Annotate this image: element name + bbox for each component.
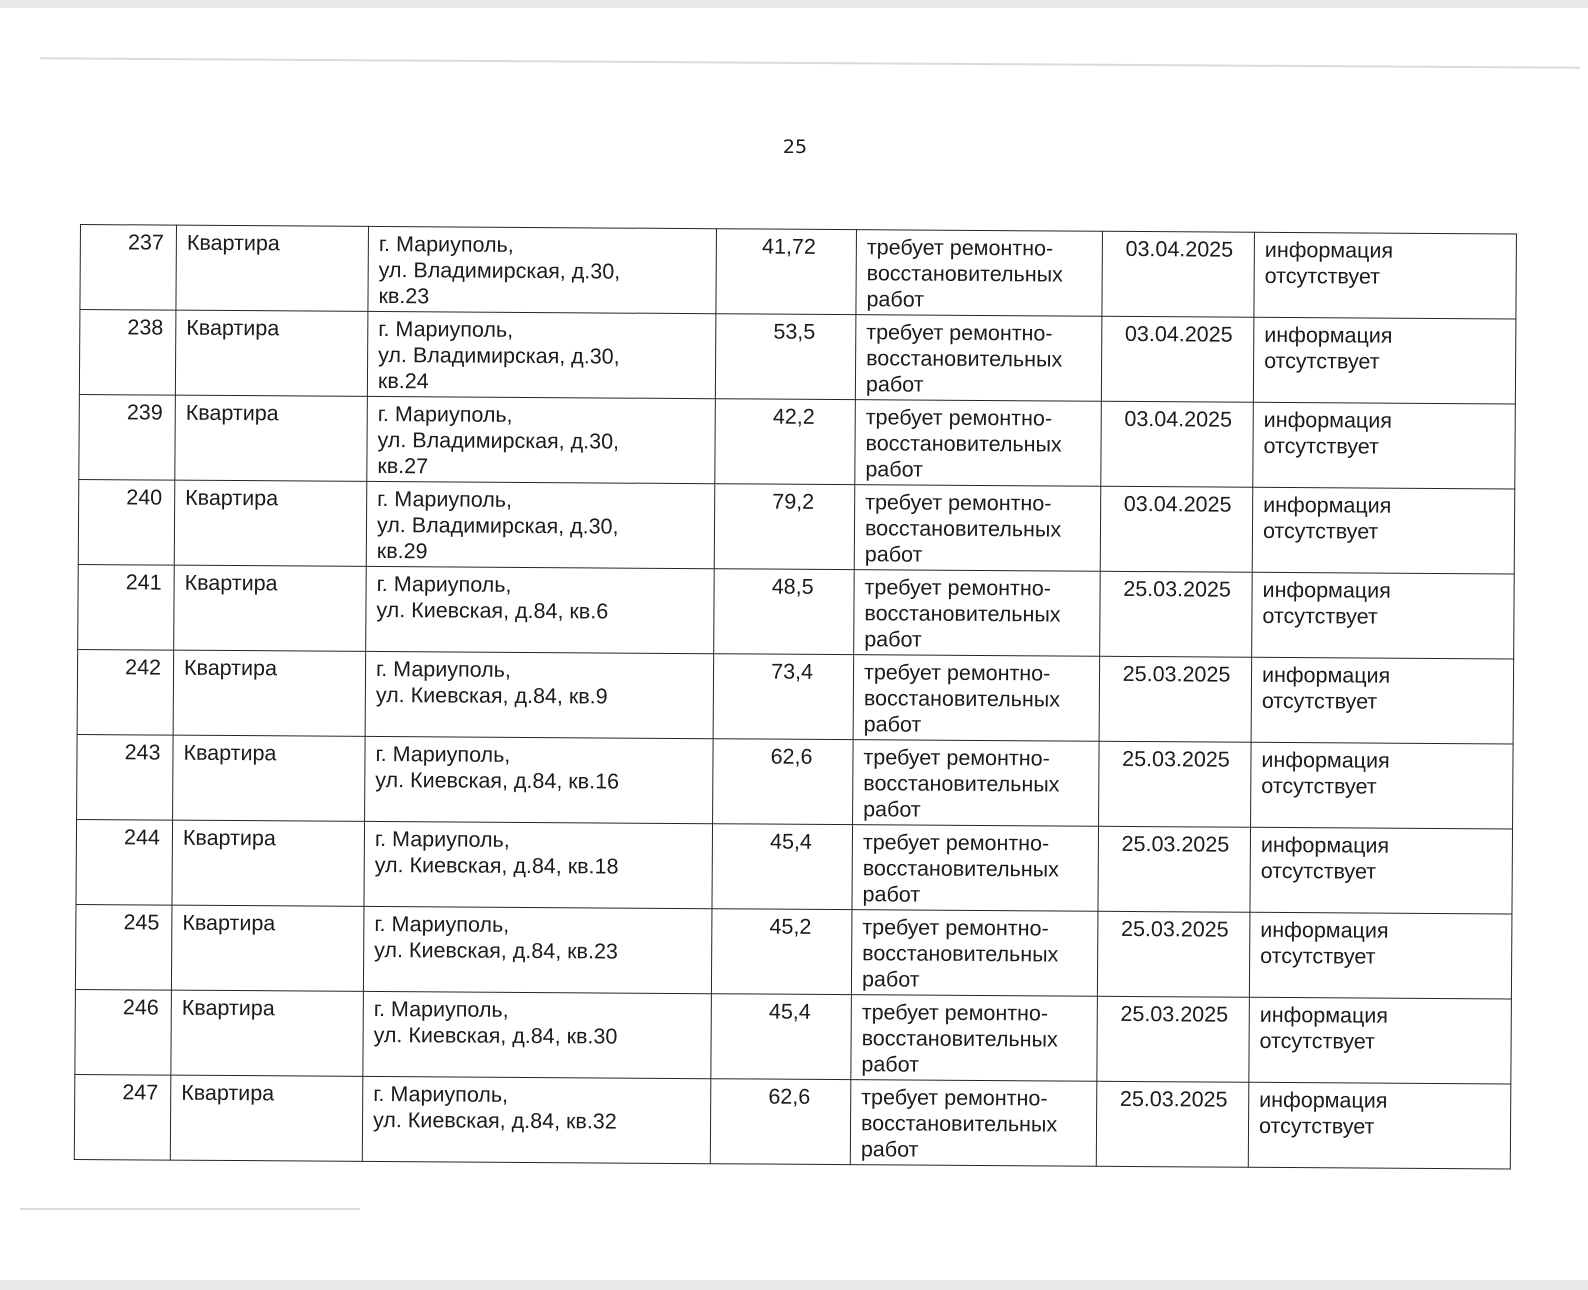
property-table-container [74,224,1516,1170]
address-cell [368,226,717,313]
row-number-cell: 247 [74,1074,171,1160]
property-type-cell: Квартира [174,565,367,651]
condition-cell-line: восстановительных [863,686,1061,712]
condition-cell-line: восстановительных [862,856,1059,882]
condition-cell-line: восстановительных [866,261,1063,287]
property-type-cell: Квартира [175,395,368,481]
row-number-cell: 243 [77,734,174,820]
condition-cell [853,740,1100,827]
table-row [78,564,1515,659]
row-number-cell: 242 [77,649,174,735]
property-type-cell: Квартира [171,905,364,991]
info-cell-line: информация [1260,832,1390,858]
address-cell-line: г. Мариуполь, [374,826,510,852]
condition-cell-line: восстановительных [862,941,1059,967]
address-cell-line: г. Мариуполь, [376,571,512,597]
info-cell-line: информация [1264,237,1394,263]
info-cell-line: информация [1261,747,1390,773]
info-cell [1253,317,1516,404]
table-row [80,225,1517,320]
row-number-cell: 240 [78,479,175,565]
date-cell: 25.03.2025 [1100,571,1253,657]
info-cell [1249,997,1512,1084]
area-cell: 48,5 [714,569,855,655]
table-row [78,479,1515,574]
area-cell: 73,4 [713,654,854,740]
address-cell-line: ул. Киевская, д.84, кв.6 [376,597,609,624]
info-cell-line: отсутствует [1260,858,1377,884]
date-cell: 03.04.2025 [1101,401,1254,487]
condition-cell-line: работ [864,627,922,652]
condition-cell-line: работ [866,287,925,312]
condition-cell [853,655,1100,742]
property-type-cell: Квартира [176,225,369,311]
condition-cell-line: работ [863,797,921,822]
table-row [75,904,1512,999]
area-cell: 45,2 [711,909,852,995]
info-cell [1249,912,1512,999]
condition-cell-line: требует ремонтно- [861,1085,1048,1111]
condition-cell-line: требует ремонтно- [863,660,1051,686]
info-cell-line: отсутствует [1261,773,1377,799]
condition-cell [850,1080,1097,1167]
address-cell-line: г. Мариуполь, [374,911,510,937]
info-cell [1253,402,1516,489]
info-cell-line: информация [1259,1087,1388,1113]
info-cell [1251,742,1514,829]
condition-cell-line: работ [865,372,924,397]
address-cell [367,311,716,398]
condition-cell [851,995,1098,1082]
info-cell-line: отсутствует [1262,518,1379,544]
info-cell-line: информация [1261,662,1391,688]
info-cell-line: информация [1259,1002,1389,1028]
info-cell-line: отсутствует [1264,263,1381,289]
address-cell [365,651,714,738]
address-cell-line: г. Мариуполь, [377,486,513,512]
condition-cell [854,485,1101,572]
area-cell: 45,4 [711,994,852,1080]
scan-edge-top [40,57,1580,68]
condition-cell-line: требует ремонтно- [865,490,1052,516]
property-type-cell: Квартира [174,480,367,566]
address-cell [363,906,712,993]
address-cell-line: г. Мариуполь, [377,401,513,427]
info-cell-line: информация [1263,407,1393,433]
area-cell: 53,5 [715,314,856,400]
address-cell-line: кв.24 [377,368,429,394]
address-cell-line: кв.23 [378,283,430,309]
info-cell [1248,1082,1511,1169]
row-number-cell: 238 [79,310,176,396]
address-cell-line: ул. Киевская, д.84, кв.18 [374,852,619,879]
condition-cell-line: требует ремонтно- [864,575,1051,601]
address-cell [362,1076,711,1163]
date-cell: 25.03.2025 [1097,911,1250,997]
address-cell [367,396,716,483]
condition-cell-line: требует ремонтно- [863,745,1050,771]
condition-cell-line: требует ремонтно- [866,320,1053,346]
info-cell-line: отсутствует [1260,943,1376,969]
table-row [75,989,1512,1084]
address-cell-line: г. Мариуполь, [378,316,514,342]
address-cell-line: кв.29 [376,538,428,564]
condition-cell-line: работ [863,712,922,737]
property-table [74,224,1517,1170]
table-row [79,310,1516,405]
area-cell: 42,2 [715,399,856,485]
address-cell-line: ул. Киевская, д.84, кв.32 [372,1107,617,1134]
address-cell-line: ул. Киевская, д.84, кв.30 [373,1022,618,1049]
address-cell [363,991,712,1078]
row-number-cell: 241 [78,564,175,650]
condition-cell-line: восстановительных [866,346,1063,372]
info-cell-line: информация [1262,577,1391,603]
condition-cell [852,825,1099,912]
area-cell: 41,72 [716,229,857,315]
date-cell: 25.03.2025 [1096,1081,1249,1167]
info-cell-line: отсутствует [1258,1113,1375,1139]
condition-cell-line: восстановительных [861,1026,1058,1052]
scan-edge-bottom [20,1208,360,1210]
row-number-cell: 239 [79,394,176,480]
property-type-cell: Квартира [171,990,364,1076]
condition-cell-line: работ [862,882,921,907]
address-cell-line: кв.27 [377,453,429,479]
address-cell-line: ул. Владимирская, д.30, [378,342,620,369]
condition-cell-line: требует ремонтно- [862,830,1050,856]
area-cell: 62,6 [710,1079,851,1165]
address-cell-line: ул. Владимирская, д.30, [376,512,619,539]
info-cell-line: отсутствует [1263,433,1379,459]
info-cell [1251,657,1514,744]
info-cell-line: отсутствует [1262,603,1378,629]
address-cell-line: г. Мариуполь, [378,231,514,257]
address-cell [366,481,715,568]
table-row [77,734,1514,829]
info-cell [1254,232,1517,319]
condition-cell-line: работ [865,457,924,482]
address-cell-line: г. Мариуполь, [373,1081,509,1107]
info-cell-line: информация [1264,322,1393,348]
condition-cell [855,400,1102,487]
address-cell [364,821,713,908]
condition-cell [855,315,1102,402]
info-cell [1250,827,1513,914]
row-number-cell: 246 [75,989,172,1075]
table-row [76,819,1513,914]
area-cell: 45,4 [712,824,853,910]
area-cell: 62,6 [713,739,854,825]
property-type-cell: Квартира [173,650,366,736]
condition-cell-line: восстановительных [860,1111,1058,1137]
condition-cell [856,230,1103,317]
info-cell [1252,572,1515,659]
condition-cell-line: работ [861,1052,920,1077]
date-cell: 03.04.2025 [1101,316,1254,402]
condition-cell-line: работ [864,542,923,567]
condition-cell-line: восстановительных [863,771,1060,797]
info-cell [1252,487,1515,574]
row-number-cell: 244 [76,819,173,905]
condition-cell-line: работ [860,1137,919,1162]
condition-cell-line: восстановительных [864,601,1061,627]
date-cell: 03.04.2025 [1100,486,1253,572]
row-number-cell: 237 [80,225,177,311]
address-cell [365,736,714,823]
condition-cell-line: требует ремонтно- [861,1000,1049,1026]
info-cell-line: отсутствует [1264,348,1380,374]
condition-cell-line: восстановительных [865,431,1062,457]
address-cell [366,566,715,653]
condition-cell-line: требует ремонтно- [866,235,1054,261]
condition-cell-line: требует ремонтно- [865,405,1053,431]
info-cell-line: отсутствует [1259,1028,1376,1054]
address-cell-line: ул. Владимирская, д.30, [377,427,620,454]
address-cell-line: ул. Владимирская, д.30, [378,257,621,284]
table-row [77,649,1514,744]
area-cell: 79,2 [714,484,855,570]
address-cell-line: ул. Киевская, д.84, кв.16 [375,767,620,794]
condition-cell [851,910,1098,997]
address-cell-line: г. Мариуполь, [375,656,511,682]
date-cell: 25.03.2025 [1099,741,1252,827]
info-cell-line: отсутствует [1261,688,1378,714]
address-cell-line: г. Мариуполь, [373,996,509,1022]
address-cell-line: ул. Киевская, д.84, кв.9 [375,682,608,709]
property-type-cell: Квартира [172,820,365,906]
page-number: 25 [782,136,808,158]
address-cell-line: ул. Киевская, д.84, кв.23 [374,937,618,964]
date-cell: 25.03.2025 [1098,826,1251,912]
property-type-cell: Квартира [170,1075,363,1161]
table-row [74,1074,1511,1169]
condition-cell [854,570,1101,657]
address-cell-line: г. Мариуполь, [375,741,511,767]
table-row [79,394,1516,489]
condition-cell-line: требует ремонтно- [862,915,1049,941]
info-cell-line: информация [1263,492,1392,518]
date-cell: 25.03.2025 [1099,656,1252,742]
condition-cell-line: восстановительных [864,516,1062,542]
property-type-cell: Квартира [175,310,368,396]
row-number-cell: 245 [75,904,172,990]
table-body [74,225,1516,1170]
condition-cell-line: работ [861,967,920,992]
document-page [0,8,1588,1280]
property-type-cell: Квартира [173,735,366,821]
date-cell: 03.04.2025 [1102,231,1255,317]
info-cell-line: информация [1260,917,1389,943]
date-cell: 25.03.2025 [1097,996,1250,1082]
